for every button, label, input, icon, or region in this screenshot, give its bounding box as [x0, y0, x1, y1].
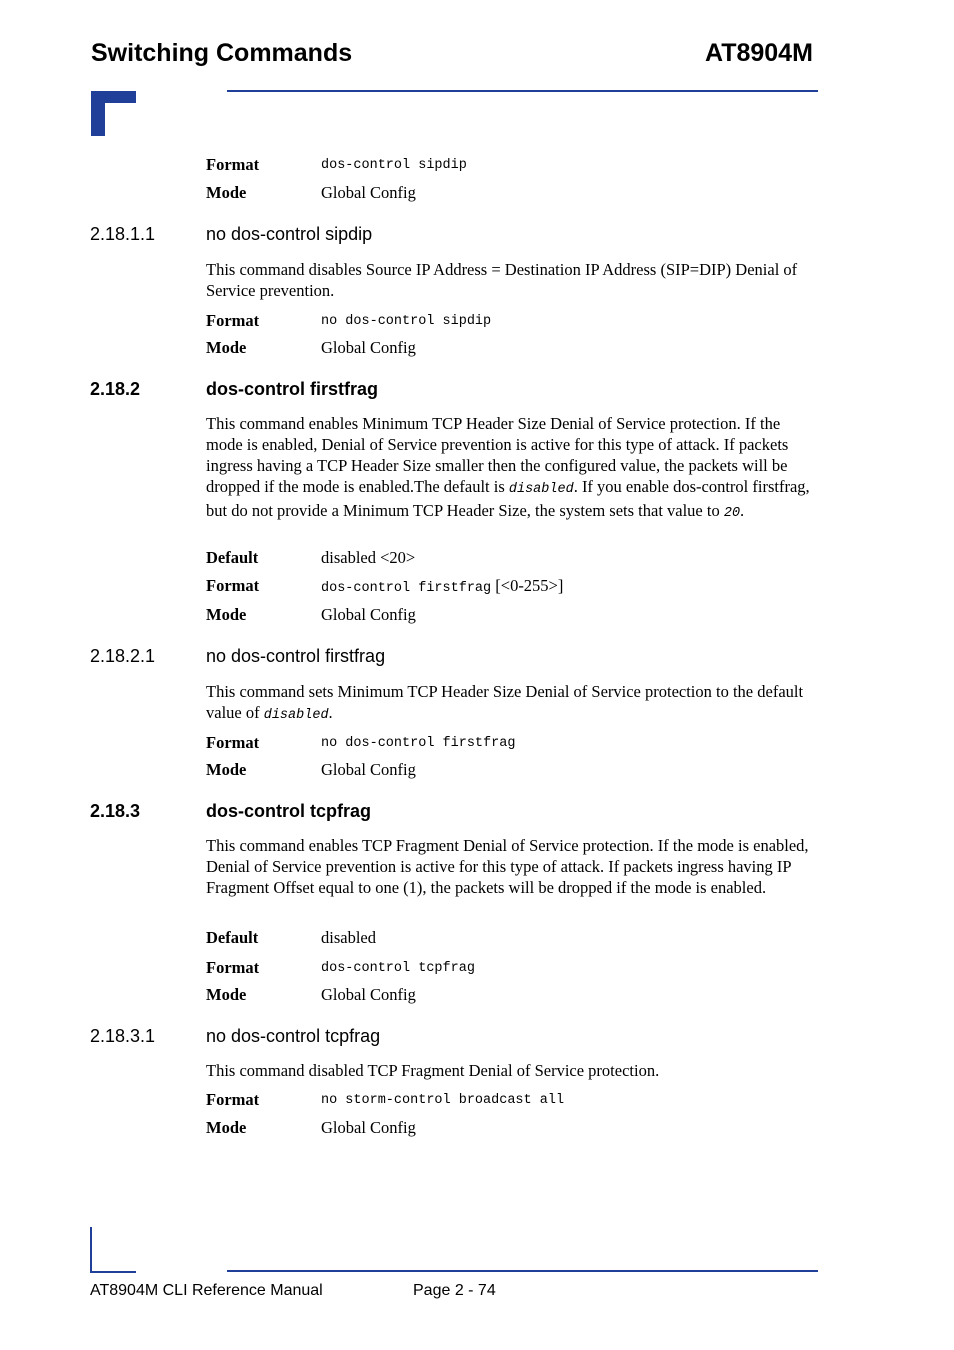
section-title: dos-control tcpfrag [206, 801, 371, 821]
section-body: This command enables TCP Fragment Denial of Service protection. If the mode is enabled, Denial of Service prevention is active for this type of attack. If packets ingress having IP Fragment Offset equal to one (1), the packets will be dropped if the mode is enabled. [206, 836, 809, 897]
default-label: Default [206, 928, 259, 947]
section-number: 2.18.3 [90, 801, 141, 821]
format-value: no storm-control broadcast all [321, 1093, 565, 1108]
default-value: disabled [321, 928, 376, 947]
format-value: no dos-control firstfrag [321, 736, 516, 751]
section-title: no dos-control tcpfrag [206, 1026, 381, 1046]
section-body: This command sets Minimum TCP Header Size Denial of Service protection to the default value of disabled. [206, 682, 804, 723]
header-title: Switching Commands [91, 39, 353, 67]
mode-label: Mode [206, 985, 247, 1004]
section-number: 2.18.2 [90, 379, 141, 399]
section-body: This command enables Minimum TCP Header Size Denial of Service protection. If the mode is enabled, Denial of Service prevention is active for this type of attack. If packets ingress having a TCP Header Size smaller then the configured value, the packets will be dropped if the mode is enabled.The default is disabled. If you enable dos-control firstfrag, but do not provide a Minimum TCP Header Size, the system sets that value to 20. [206, 414, 810, 521]
mode-label: Mode [206, 183, 247, 202]
mode-value: Global Config [321, 183, 416, 202]
default-size-code: 20 [723, 506, 741, 521]
format-label: Format [206, 958, 260, 977]
footer-manual-title: AT8904M CLI Reference Manual [90, 1282, 323, 1299]
section-number: 2.18.2.1 [90, 646, 156, 666]
footer-page-number: Page 2 - 74 [413, 1282, 496, 1299]
section-title: no dos-control sipdip [206, 224, 373, 244]
format-value: dos-control sipdip [321, 158, 467, 173]
mode-value: Global Config [321, 985, 416, 1004]
default-label: Default [206, 548, 259, 567]
section-body: This command disabled TCP Fragment Denial of Service protection. [206, 1061, 660, 1080]
format-value: dos-control tcpfrag [321, 961, 475, 976]
format-value: no dos-control sipdip [321, 314, 492, 329]
footer-rule [227, 1270, 818, 1272]
section-title: no dos-control firstfrag [206, 646, 386, 666]
section-body: This command disables Source IP Address = Destination IP Address (SIP=DIP) Denial of Service prevention. [206, 260, 798, 300]
header-product: AT8904M [705, 39, 813, 67]
corner-mark-bottom [90, 1227, 136, 1273]
mode-label: Mode [206, 1118, 247, 1137]
section-title: dos-control firstfrag [206, 379, 379, 399]
format-label: Format [206, 1090, 260, 1109]
format-label: Format [206, 576, 260, 595]
mode-label: Mode [206, 760, 247, 779]
format-label: Format [206, 733, 260, 752]
section-number: 2.18.3.1 [90, 1026, 156, 1046]
default-value-code: disabled [508, 482, 574, 497]
default-value: disabled <20> [321, 548, 416, 567]
mode-value: Global Config [321, 338, 416, 357]
format-value: dos-control firstfrag [<0-255>] [321, 576, 564, 596]
mode-label: Mode [206, 338, 247, 357]
mode-value: Global Config [321, 605, 416, 624]
mode-label: Mode [206, 605, 247, 624]
mode-value: Global Config [321, 1118, 416, 1137]
default-value-code: disabled [263, 708, 329, 723]
mode-value: Global Config [321, 760, 416, 779]
header-rule [227, 90, 818, 92]
section-number: 2.18.1.1 [90, 224, 156, 244]
corner-mark-top [91, 91, 136, 136]
format-label: Format [206, 311, 260, 330]
format-label: Format [206, 155, 260, 174]
